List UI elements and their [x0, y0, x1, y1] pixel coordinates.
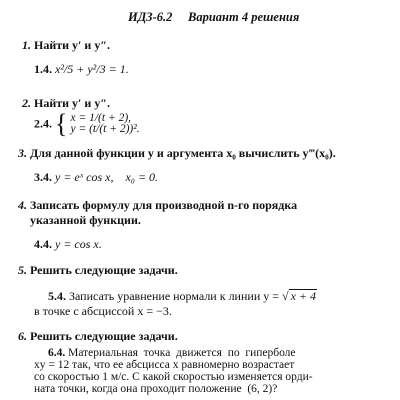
task-6-line-3: со скоростью 1 м/с. С какой скоростью изменяется орди- — [34, 371, 313, 383]
task-6-heading: 6. Решить следующие задачи. — [18, 329, 178, 343]
task-3-item: 3.4. y = eˣ cos x, x₀ = 0. — [34, 170, 159, 184]
task-4-heading-cont: указанной функции. — [30, 213, 141, 227]
task-5-heading: 5. Решить следующие задачи. — [18, 263, 178, 277]
task-6-line-4: ната точки, когда она проходит положение (6, 2)? — [34, 383, 278, 395]
brace-symbol: { — [55, 108, 68, 139]
task-1-heading: 1. Найти y′ и y″. — [22, 38, 110, 52]
sqrt-symbol: √ — [282, 289, 289, 303]
doc-id: ИДЗ-6.2 — [128, 10, 173, 24]
task-2-item: 2.4. { x = 1/(t + 2), y = (t/(t + 2))². — [34, 108, 140, 139]
task-5-item-cont: в точке с абсциссой x = −3. — [34, 304, 172, 318]
task-3-heading: 3. Для данной функции y и аргумента x₀ вычислить y‴(x₀). — [18, 146, 336, 160]
task-2-heading: 2. Найти y′ и y″. — [22, 96, 110, 110]
task-6-line-1: 6.4. Материальная точка движется по гиперболе — [48, 347, 296, 359]
task-1-item: 1.4. x²/5 + y²/3 = 1. — [34, 62, 129, 76]
task-4-item: 4.4. y = cos x. — [34, 237, 102, 251]
task-6-line-2: xy = 12 так, что ее абсцисса x равномерно возрастает — [34, 359, 295, 371]
task-4-heading: 4. Записать формулу для производной n-го порядка — [18, 198, 298, 212]
variant-title: Вариант 4 решения — [188, 10, 300, 24]
param-system: x = 1/(t + 2), y = (t/(t + 2))². — [70, 112, 140, 135]
task-5-item: 5.4. Записать уравнение нормали к линии y = √ x + 4 — [48, 289, 317, 303]
